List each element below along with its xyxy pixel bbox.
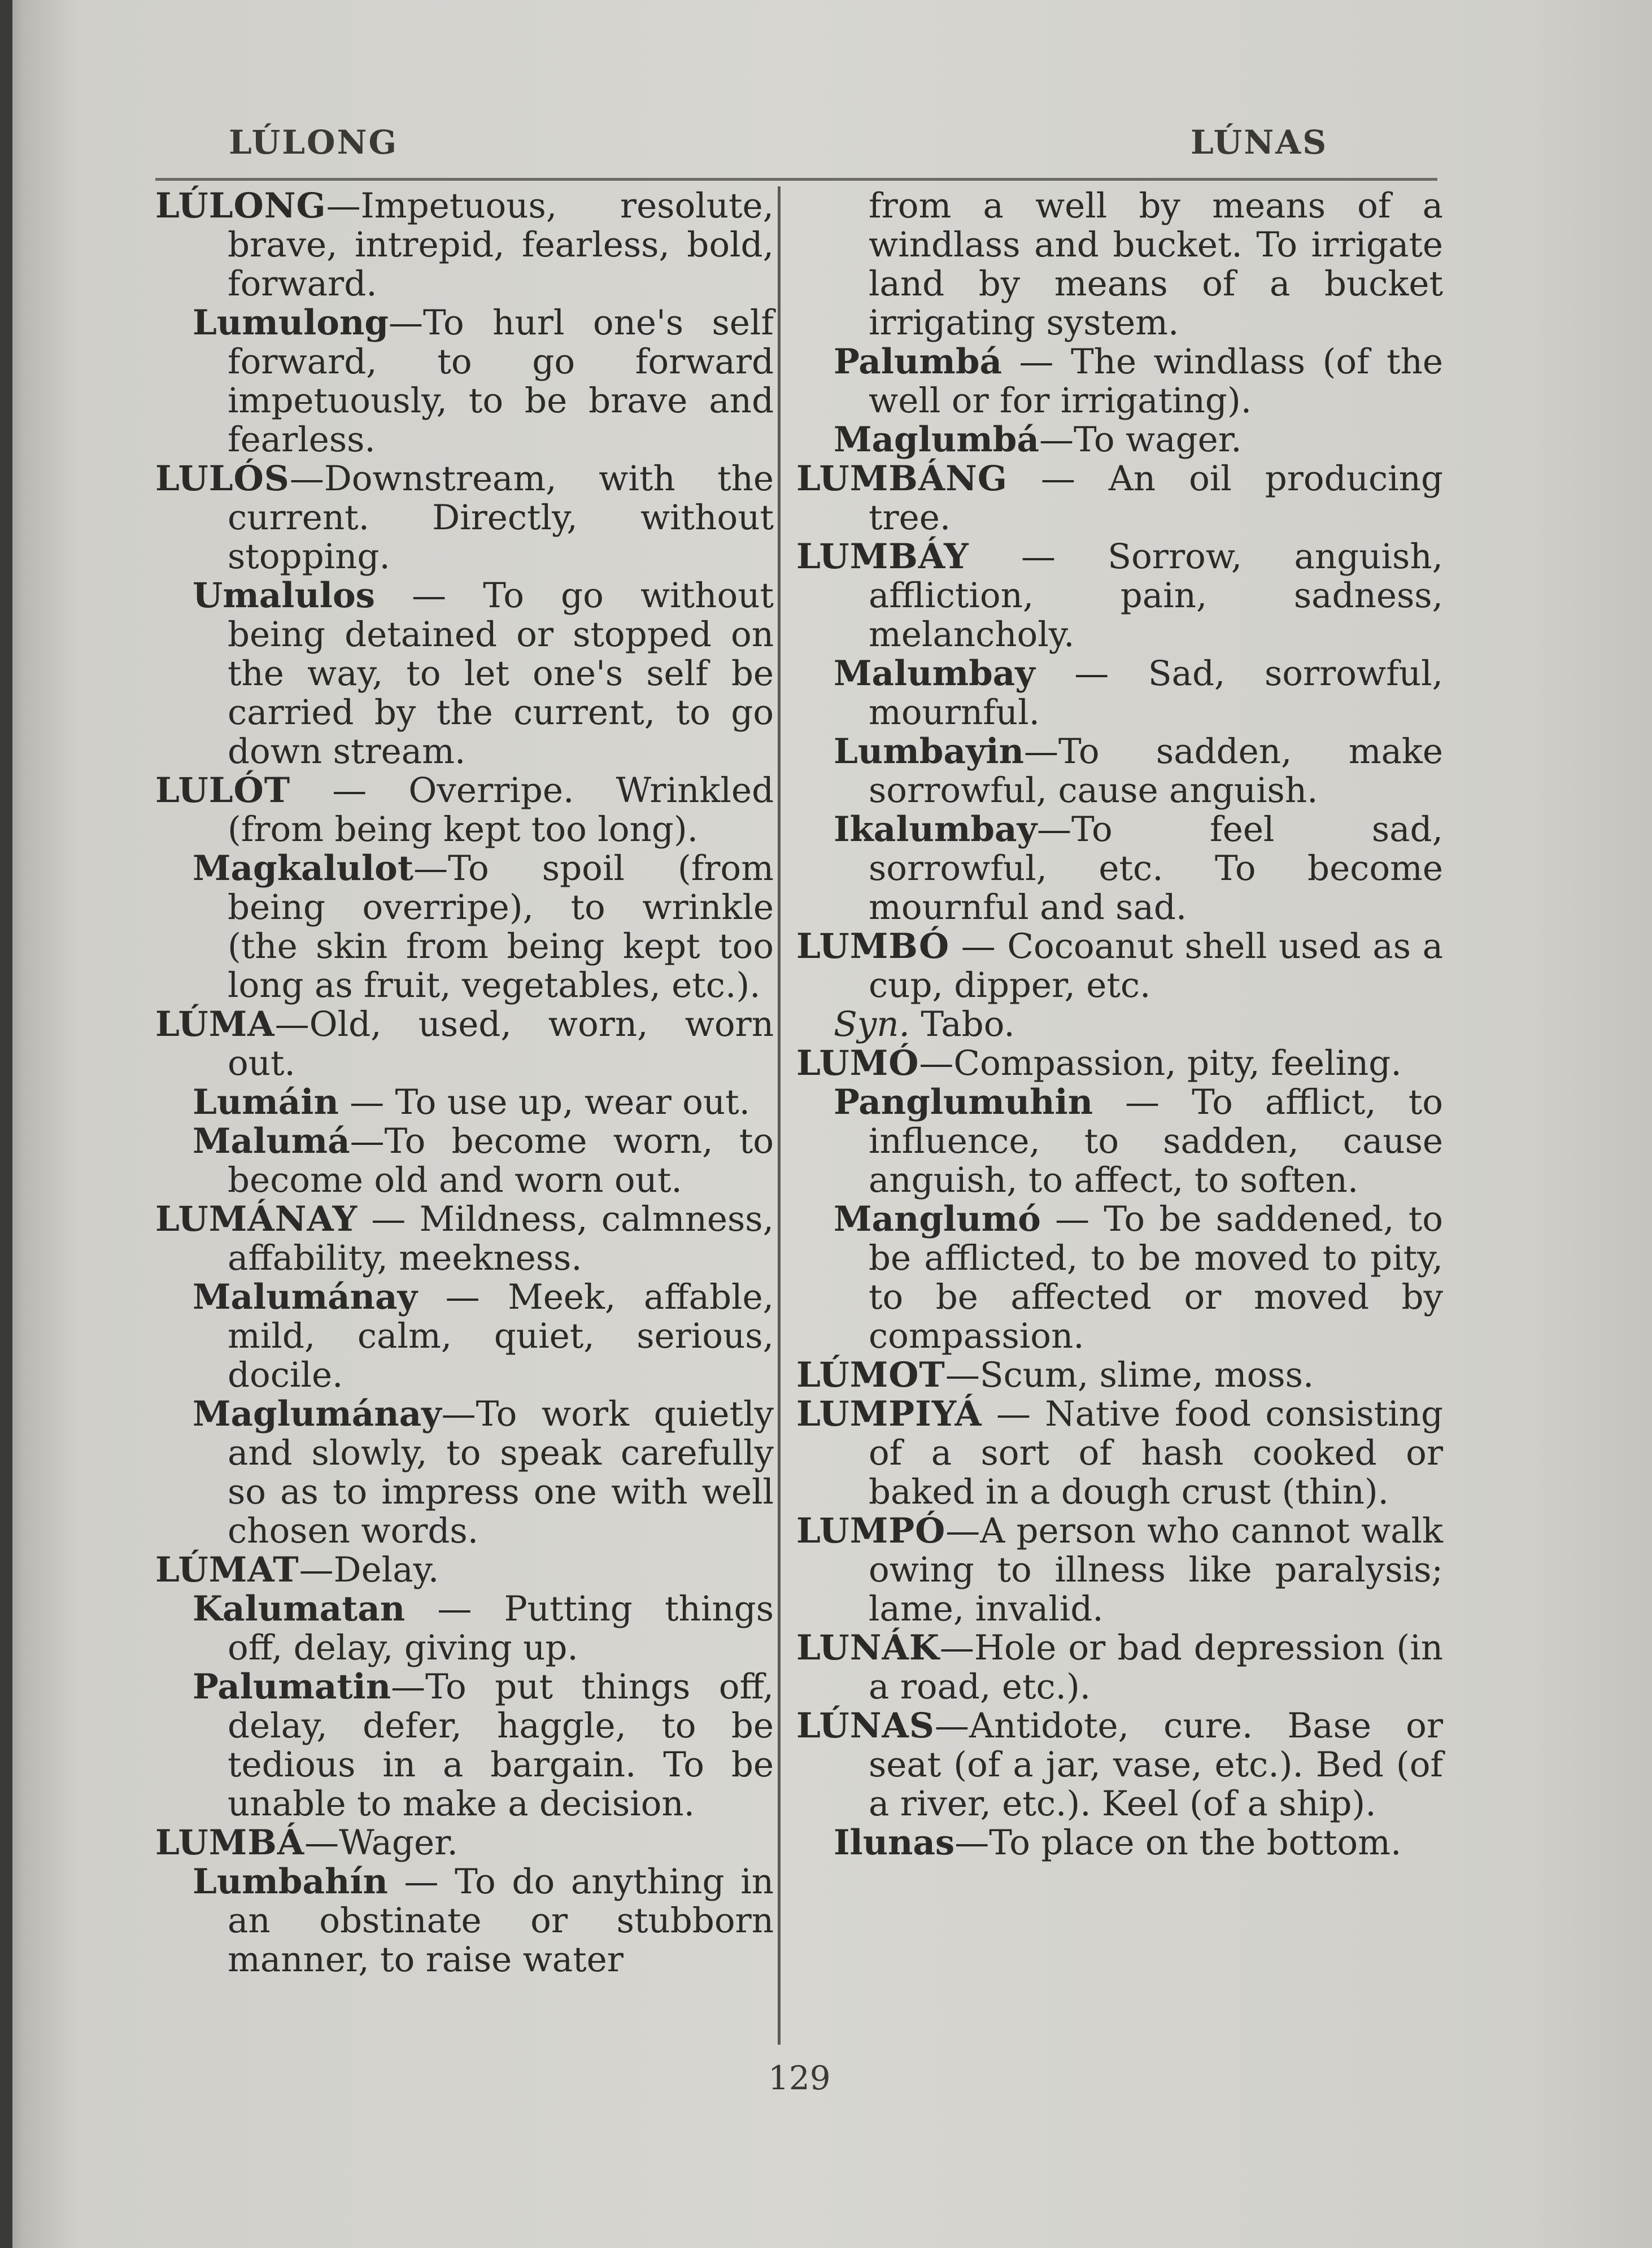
dictionary-entry — [796, 537, 1443, 654]
headword: Malumánay — [193, 1277, 417, 1317]
definition: To do anything in an obstinate or stubborn manner, to raise water — [228, 1862, 774, 1980]
header-rule — [155, 178, 1437, 181]
dictionary-subentry — [155, 1278, 774, 1395]
definition: To use up, wear out. — [395, 1082, 751, 1122]
headword: Umalulos — [193, 576, 375, 616]
headword: LUMBÁY — [796, 537, 969, 577]
dictionary-subentry — [796, 654, 1443, 732]
definition: Cocoanut shell used as a cup, dipper, etc. — [869, 926, 1443, 1005]
dictionary-entry — [155, 1550, 774, 1589]
separator: — — [939, 1628, 974, 1668]
definition: To be saddened, to be afflicted, to be moved to pity, to be affected or moved by compassion. — [869, 1199, 1443, 1356]
headword: LUMBÁ — [155, 1823, 305, 1863]
headword: Lumbayin — [834, 731, 1024, 772]
dictionary-entry — [796, 1706, 1443, 1823]
definition: Sad, sorrowful, mournful. — [869, 654, 1443, 733]
dictionary-subentry — [155, 1862, 774, 1979]
dictionary-entry — [155, 1823, 774, 1862]
separator: — — [1002, 342, 1071, 382]
dictionary-entry — [155, 186, 774, 303]
separator: — — [391, 1667, 426, 1707]
headword: Maglumbá — [834, 420, 1039, 460]
headword: LULÓT — [155, 770, 291, 811]
definition: To wager. — [1073, 420, 1242, 460]
running-header-right: LÚNAS — [1191, 123, 1328, 162]
separator: — — [389, 303, 423, 343]
separator: — — [945, 1355, 980, 1395]
definition: To hurl one's self forward, to go forward impetuously, to be brave and fearless. — [228, 303, 774, 460]
headword: LUMÁNAY — [155, 1199, 358, 1239]
headword: Lumáin — [193, 1082, 339, 1122]
definition: The windlass (of the well or for irrigating). — [869, 342, 1443, 421]
headword: Panglumuhin — [834, 1082, 1093, 1122]
right-column — [796, 186, 1443, 1862]
definition: Putting things off, delay, giving up. — [228, 1589, 774, 1668]
definition: Wager. — [339, 1823, 458, 1863]
separator: — — [350, 1121, 385, 1161]
definition: Overripe. Wrinkled (from being kept too long). — [228, 770, 774, 849]
headword: Ikalumbay — [834, 809, 1038, 849]
dictionary-subentry — [155, 1083, 774, 1122]
headword: LÚLONG — [155, 186, 326, 226]
dictionary-subentry — [796, 810, 1443, 927]
separator: — — [1040, 1199, 1104, 1239]
separator: — — [945, 1511, 980, 1551]
dictionary-subentry — [155, 1395, 774, 1550]
headword: LÚNAS — [796, 1706, 935, 1746]
page-number: 129 — [768, 2059, 831, 2097]
headword: Magkalulot — [193, 848, 414, 888]
separator: — — [358, 1199, 420, 1239]
dictionary-entry — [796, 1628, 1443, 1706]
headword: Malumbay — [834, 654, 1035, 694]
headword: Ilunas — [834, 1823, 955, 1863]
dictionary-subentry — [796, 1005, 1443, 1044]
dictionary-subentry — [155, 576, 774, 771]
separator: — — [919, 1043, 954, 1083]
dictionary-entry — [796, 1356, 1443, 1395]
headword: Manglumó — [834, 1199, 1041, 1239]
definition: Scum, slime, moss. — [979, 1355, 1314, 1395]
dictionary-subentry — [796, 1083, 1443, 1200]
column-divider — [778, 186, 781, 2045]
separator: — — [1093, 1082, 1192, 1122]
headword: LUMBÁNG — [796, 459, 1008, 499]
headword: LÚMOT — [796, 1355, 945, 1395]
definition: To spoil (from being overripe), to wrinkle (the skin from being kept too long as fruit, vegetables, etc.). — [228, 848, 774, 1005]
dictionary-entry — [796, 927, 1443, 1005]
separator: — — [289, 459, 324, 499]
definition: Mildness, calmness, affability, meekness. — [228, 1199, 774, 1278]
headword: LUMPIYÁ — [796, 1394, 982, 1434]
separator: — — [338, 1082, 395, 1122]
definition: Hole or bad depression (in a road, etc.). — [869, 1628, 1443, 1707]
dictionary-subentry — [155, 849, 774, 1005]
definition: Antidote, cure. Base or seat (of a jar, vase, etc.). Bed (of a river, etc.). Keel (of a ship). — [869, 1706, 1443, 1824]
separator: — — [387, 1862, 455, 1902]
headword: Maglumánay — [193, 1394, 442, 1434]
separator: — — [1035, 654, 1148, 694]
separator: — — [417, 1277, 508, 1317]
headword: LUNÁK — [796, 1628, 940, 1668]
definition: Impetuous, resolute, brave, intrepid, fearless, bold, forward. — [228, 186, 774, 304]
separator: — — [290, 770, 409, 811]
dictionary-subentry — [796, 1823, 1443, 1862]
headword: LÚMA — [155, 1004, 275, 1044]
separator: — — [326, 186, 361, 226]
definition: Sorrow, anguish, affliction, pain, sadness, melancholy. — [869, 537, 1444, 655]
dictionary-subentry — [796, 420, 1443, 459]
definition: To place on the bottom. — [989, 1823, 1402, 1863]
separator: — — [405, 1589, 504, 1629]
headword: Lumulong — [193, 303, 389, 343]
headword: LULÓS — [155, 459, 290, 499]
dictionary-entry — [796, 1511, 1443, 1628]
book-spine-shadow — [0, 0, 12, 2248]
definition: To work quietly and slowly, to speak carefully so as to impress one with well chosen words. — [228, 1394, 774, 1551]
definition: Downstream, with the current. Directly, without stopping. — [228, 459, 774, 577]
definition: A person who cannot walk owing to illness like paralysis; lame, invalid. — [869, 1511, 1443, 1629]
separator: — — [934, 1706, 969, 1746]
separator: — — [375, 576, 483, 616]
separator: — — [1039, 420, 1074, 460]
dictionary-entry — [155, 459, 774, 576]
dictionary-entry — [796, 1395, 1443, 1511]
definition: from a well by means of a windlass and bucket. To irrigate land by means of a bucket irrigating system. — [869, 186, 1443, 343]
dictionary-subentry — [796, 732, 1443, 810]
dictionary-subentry — [155, 303, 774, 459]
dictionary-subentry — [155, 1122, 774, 1200]
headword: LUMBÓ — [796, 926, 950, 966]
separator: — — [969, 537, 1108, 577]
dictionary-subentry — [796, 1200, 1443, 1356]
synonym-label: Syn. — [834, 1004, 910, 1044]
dictionary-subentry — [155, 1667, 774, 1823]
dictionary-entry — [155, 1200, 774, 1278]
dictionary-entry — [796, 1044, 1443, 1083]
definition: To go without being detained or stopped on the way, to let one's self be carried by the current, to go down stream. — [228, 576, 774, 772]
definition: Tabo. — [921, 1004, 1015, 1044]
running-header-left: LÚLONG — [229, 123, 399, 162]
headword: LUMPÓ — [796, 1511, 946, 1551]
definition: Delay. — [333, 1550, 439, 1590]
separator: — — [949, 926, 1008, 966]
dictionary-entry — [155, 1005, 774, 1083]
definition: To become worn, to become old and worn out. — [228, 1121, 774, 1200]
definition: Native food consisting of a sort of hash cooked or baked in a dough crust (thin). — [869, 1394, 1443, 1512]
dictionary-subentry — [796, 342, 1443, 420]
definition: To sadden, make sorrowful, cause anguish. — [869, 731, 1443, 811]
definition: An oil producing tree. — [869, 459, 1443, 538]
separator: — — [1037, 809, 1072, 849]
left-column — [155, 186, 774, 1979]
definition: Compassion, pity, feeling. — [953, 1043, 1402, 1083]
headword: Palumatin — [193, 1667, 391, 1707]
separator: — — [274, 1004, 310, 1044]
separator — [910, 1004, 921, 1044]
separator: — — [982, 1394, 1045, 1434]
separator: — — [299, 1550, 334, 1590]
separator: — — [1008, 459, 1109, 499]
definition: Old, used, worn, worn out. — [228, 1004, 774, 1083]
dictionary-entry — [796, 459, 1443, 537]
separator: — — [441, 1394, 476, 1434]
definition: Meek, affable, mild, calm, quiet, serious, docile. — [228, 1277, 774, 1395]
dictionary-subentry — [155, 1589, 774, 1667]
entry-continuation — [796, 186, 1443, 342]
headword: Kalumatan — [193, 1589, 406, 1629]
separator: — — [954, 1823, 990, 1863]
definition: To afflict, to influence, to sadden, cause anguish, to affect, to soften. — [869, 1082, 1443, 1200]
headword: Malumá — [193, 1121, 350, 1161]
definition: To put things off, delay, defer, haggle, to be tedious in a bargain. To be unable to make a decision. — [228, 1667, 774, 1824]
headword: Lumbahín — [193, 1862, 388, 1902]
definition: To feel sad, sorrowful, etc. To become mournful and sad. — [869, 809, 1443, 927]
separator: — — [304, 1823, 339, 1863]
headword: Palumbá — [834, 342, 1002, 382]
separator: — — [413, 848, 448, 888]
headword: LUMÓ — [796, 1043, 919, 1083]
separator: — — [1023, 731, 1058, 772]
dictionary-entry — [155, 771, 774, 849]
headword: LÚMAT — [155, 1550, 299, 1590]
